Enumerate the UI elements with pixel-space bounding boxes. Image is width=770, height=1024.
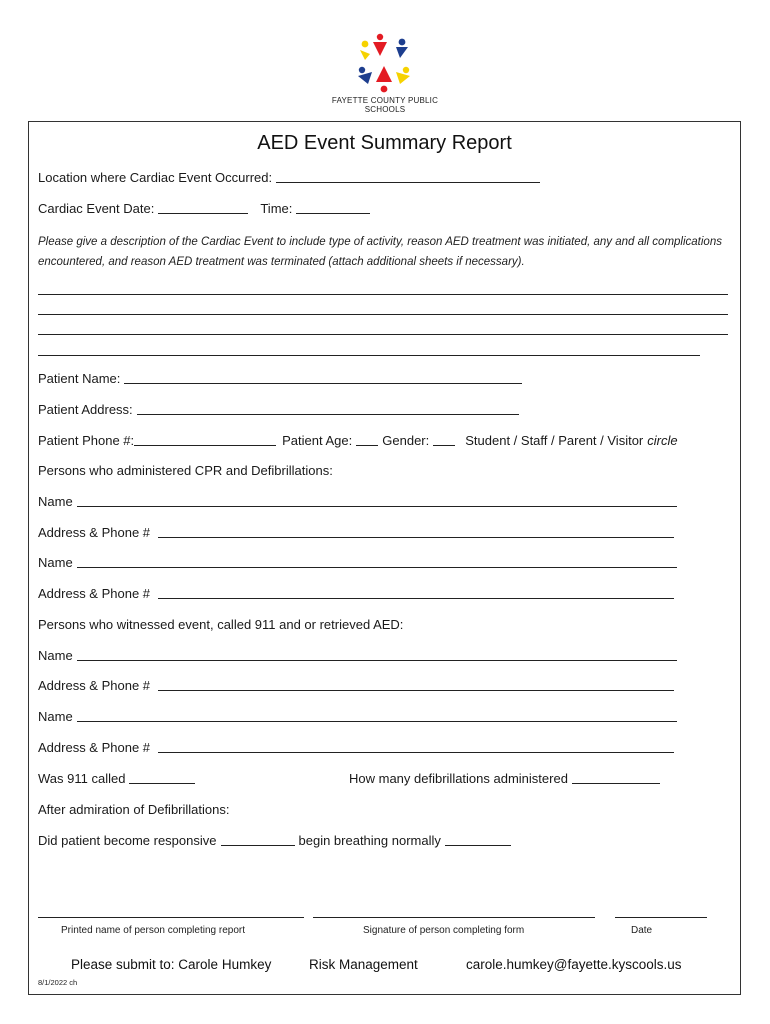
name-label: Name [38,555,73,570]
witness-2-name-row [38,709,677,724]
cpr-person-1-address-row [38,525,674,540]
date-caption: Date [631,925,653,936]
completion-date-line[interactable] [615,917,707,918]
date-field[interactable] [158,213,248,214]
revision-note: 8/1/2022 ch [38,978,78,987]
address-phone-label: Address & Phone # [38,586,151,601]
witness-1-address-field[interactable] [158,690,674,691]
after-defib-label: After admiration of Defibrillations: [38,802,230,817]
breathing-label: begin breathing normally [298,833,441,848]
description-line[interactable] [38,355,700,356]
gender-field[interactable] [433,445,455,446]
patient-name-row [38,371,522,386]
time-label: Time: [260,201,293,216]
star-people-logo-icon [356,32,414,94]
address-phone-label: Address & Phone # [38,525,151,540]
cpr-person-1-address-field[interactable] [158,537,674,538]
form-title: AED Event Summary Report [257,132,512,154]
submit-department: Risk Management [309,957,418,972]
patient-age-field[interactable] [356,445,378,446]
submit-email[interactable]: carole.humkey@fayette.kyscools.us [466,957,682,972]
name-label: Name [38,648,73,663]
address-phone-label: Address & Phone # [38,740,151,755]
was-911-called-label: Was 911 called [38,771,126,786]
witness-1-address-row [38,678,674,693]
description-line[interactable] [38,314,728,315]
patient-address-row [38,402,519,417]
time-field[interactable] [296,213,370,214]
patient-address-label: Patient Address: [38,402,133,417]
date-label: Cardiac Event Date: [38,201,155,216]
cpr-person-2-name-row [38,555,677,570]
name-label: Name [38,494,73,509]
cpr-section-label: Persons who administered CPR and Defibrillations: [38,463,333,478]
witness-1-name-row [38,648,677,663]
cpr-section-heading [38,463,333,478]
role-options[interactable]: Student / Staff / Parent / Visitor [465,433,644,448]
date-time-row [38,201,370,216]
description-line[interactable] [38,294,728,295]
address-phone-label: Address & Phone # [38,678,151,693]
breathing-field[interactable] [445,845,511,846]
signature-caption: Signature of person completing form [363,925,525,936]
description-line[interactable] [38,334,728,335]
patient-details-row [38,433,678,448]
location-field[interactable] [276,182,540,183]
org-name: FAYETTE COUNTY PUBLIC SCHOOLS [331,96,439,114]
printed-name-line[interactable] [38,917,304,918]
patient-phone-field[interactable] [134,445,276,446]
was-911-called-row [38,771,195,786]
defib-count-row [349,771,660,786]
responsive-field[interactable] [221,845,295,846]
location-label: Location where Cardiac Event Occurred: [38,170,273,185]
patient-name-label: Patient Name: [38,371,121,386]
name-label: Name [38,709,73,724]
witness-2-name-field[interactable] [77,721,677,722]
cpr-person-2-name-field[interactable] [77,567,677,568]
patient-name-field[interactable] [124,383,522,384]
cpr-person-2-address-row [38,586,674,601]
was-911-called-field[interactable] [129,783,195,784]
defib-count-label: How many defibrillations administered [349,771,568,786]
gender-label: Gender: [382,433,430,448]
cpr-person-1-name-field[interactable] [77,506,677,507]
submit-to: Please submit to: Carole Humkey [71,957,272,972]
printed-name-caption: Printed name of person completing report [61,925,245,936]
responsive-label: Did patient become responsive [38,833,217,848]
witness-section-heading [38,617,403,632]
witness-section-label: Persons who witnessed event, called 911 and or retrieved AED: [38,617,404,632]
signature-line[interactable] [313,917,595,918]
patient-address-field[interactable] [137,414,519,415]
witness-2-address-row [38,740,674,755]
after-defib-heading [38,802,229,817]
district-logo [331,32,439,114]
report-form [28,121,741,995]
patient-phone-label: Patient Phone #: [38,433,135,448]
role-circle-instruction: circle [647,433,678,448]
defib-count-field[interactable] [572,783,660,784]
responsive-row [38,833,511,848]
witness-2-address-field[interactable] [158,752,674,753]
patient-age-label: Patient Age: [282,433,353,448]
cpr-person-2-address-field[interactable] [158,598,674,599]
cpr-person-1-name-row [38,494,677,509]
description-instructions: Please give a description of the Cardiac Event to include type of activity, reason AED treatment was initiated, any and all complications encountered, and reason AED treatment was terminated (attach additional sheets if necessary). [38,236,722,268]
location-row [38,170,540,185]
witness-1-name-field[interactable] [77,660,677,661]
